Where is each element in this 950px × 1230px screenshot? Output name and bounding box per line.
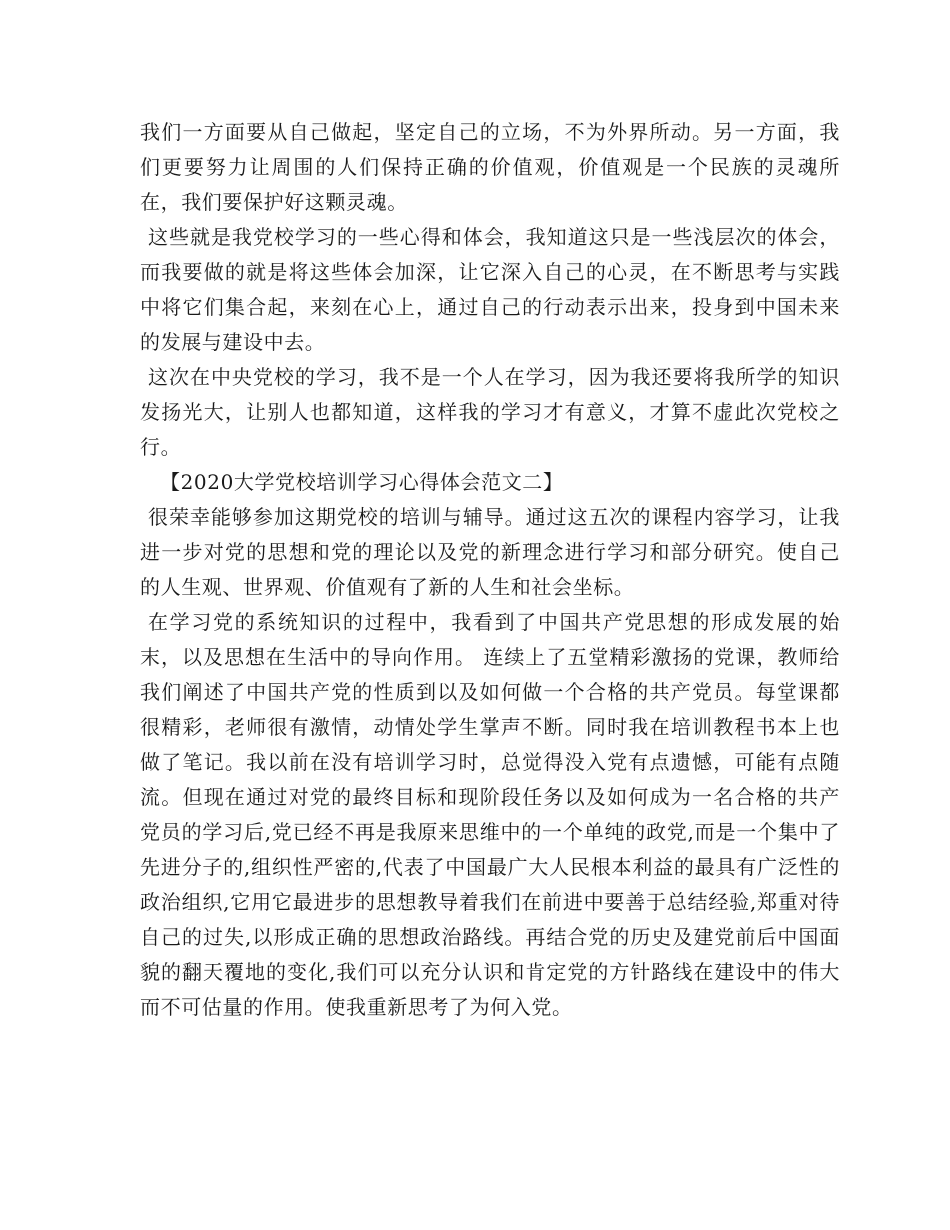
section-heading: 【2020大学党校培训学习心得体会范文二】 (160, 470, 564, 494)
paragraph-central-party-school: 这次在中央党校的学习，我不是一个人在学习，因为我还要将我所学的知识发扬光大，让别人也都知道，这样我的学习才有意义，才算不虚此次党校之行。 (140, 365, 840, 459)
paragraph-reflection: 这些就是我党校学习的一些心得和体会，我知道这只是一些浅层次的体会，而我要做的就是将这些体会加深，让它深入自己的心灵，在不断思考与实践中将它们集合起，来刻在心上，通过自己的行动表示出来，投身到中国未来的发展与建设中去。 (140, 225, 840, 354)
document-body (140, 115, 840, 1025)
paragraph-learning-process: 在学习党的系统知识的过程中，我看到了中国共产党思想的形成发展的始末，以及思想在生活中的导向作用。 连续上了五堂精彩激扬的党课，教师给我们阐述了中国共产党的性质到以及如何做一个合格的共产党员。每堂课都很精彩，老师很有激情，动情处学生掌声不断。同时我在培训教程书本上也做了笔记。我以前在没有培训学习时，总觉得没入党有点遗憾，可能有点随流。但现在通过对党的最终目标和现阶段任务以及如何成为一名合格的共产党员的学习后,党已经不再是我原来思维中的一个单纯的政党,而是一个集中了先进分子的,组织性严密的,代表了中国最广大人民根本利益的最具有广泛性的政治组织,它用它最进步的思想教导着我们在前进中要善于总结经验,郑重对待自己的过失,以形成正确的思想政治路线。再结合党的历史及建党前后中国面貌的翻天覆地的变化,我们可以充分认识和肯定党的方针路线在建设中的伟大而不可估量的作用。使我重新思考了为何入党。 (140, 610, 840, 1019)
paragraph-training-intro: 很荣幸能够参加这期党校的培训与辅导。通过这五次的课程内容学习，让我进一步对党的思想和党的理论以及党的新理念进行学习和部分研究。使自己的人生观、世界观、价值观有了新的人生和社会坐标。 (140, 505, 840, 599)
paragraph-stance: 我们一方面要从自己做起，坚定自己的立场，不为外界所动。另一方面，我们更要努力让周围的人们保持正确的价值观，价值观是一个民族的灵魂所在，我们要保护好这颗灵魂。 (140, 120, 840, 214)
